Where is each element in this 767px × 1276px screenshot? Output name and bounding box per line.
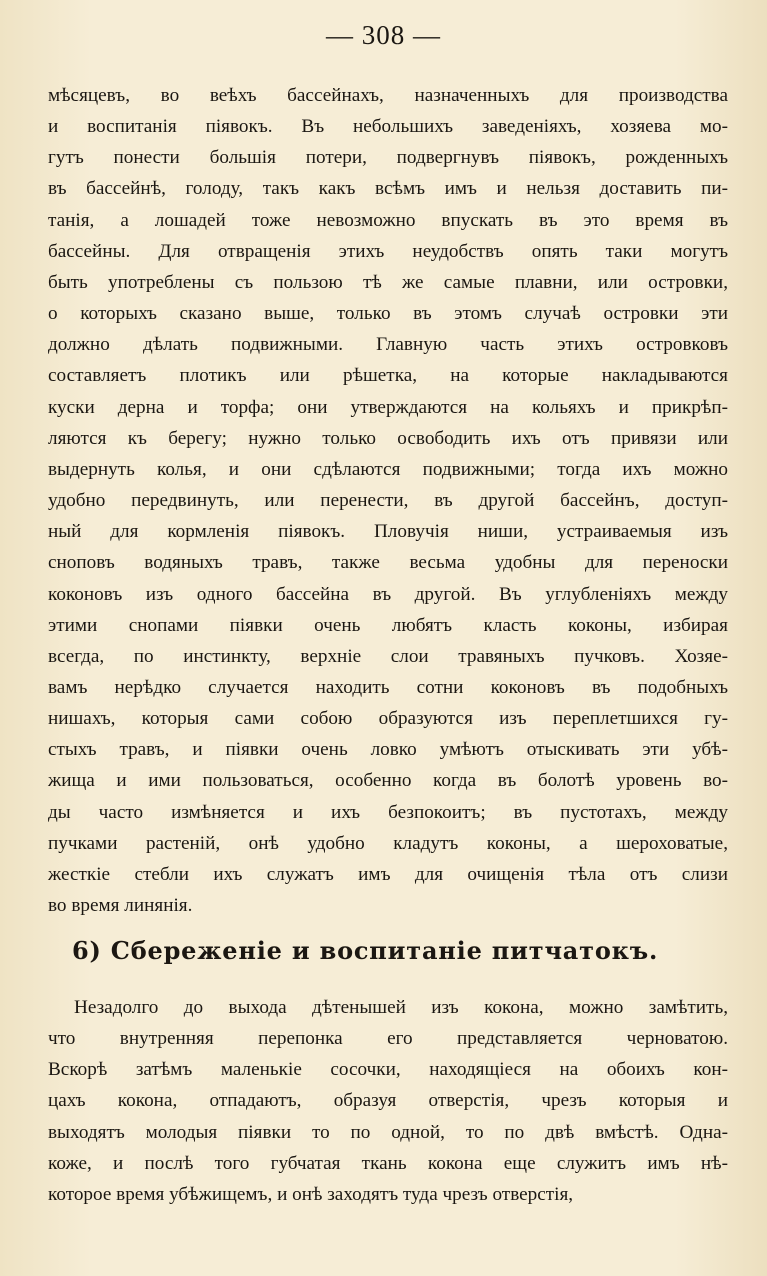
text-line: вамъ нерѣдко случается находить сотни коконовъ въ подобныхъ (48, 676, 728, 698)
text-line: Вскорѣ затѣмъ маленькіе сосочки, находящіеся на обоихъ кон- (48, 1059, 728, 1081)
text-line: сноповъ водяныхъ травъ, также весьма удобны для переноски (48, 552, 728, 574)
text-line: всегда, по инстинкту, верхніе слои травяныхъ пучковъ. Хозяе- (48, 645, 728, 667)
text-line: мѣсяцевъ, во веѣхъ бассейнахъ, назначенныхъ для производства (48, 85, 728, 106)
text-line: нишахъ, которыя сами собою образуются изъ переплетшихся гу- (48, 708, 728, 730)
text-line: въ бассейнѣ, голоду, такъ какъ всѣмъ имъ и нельзя доставить пи- (48, 178, 728, 200)
text-line: ный для кормленія піявокъ. Пловучія ниши, устраиваемыя изъ (48, 521, 728, 543)
text-line: бассейны. Для отвращенія этихъ неудобствъ опять таки могутъ (48, 240, 728, 262)
text-line: коже, и послѣ того губчатая ткань кокона еще служитъ имъ нѣ- (48, 1152, 728, 1174)
text-line: и воспитанія піявокъ. Въ небольшихъ заведеніяхъ, хозяева мо- (48, 116, 728, 138)
text-line: этими снопами піявки очень любятъ класть коконы, избирая (48, 614, 728, 636)
text-line: о которыхъ сказано выше, только въ этомъ случаѣ островки эти (48, 303, 728, 325)
text-line: стыхъ травъ, и піявки очень ловко умѣютъ отыскивать эти убѣ- (48, 739, 728, 761)
text-line: Незадолго до выхода дѣтенышей изъ кокона, можно замѣтить, (74, 997, 728, 1018)
text-line: коконовъ изъ одного бассейна въ другой. Въ углубленіяхъ между (48, 583, 728, 605)
paragraph-2 (48, 992, 728, 1210)
text-line: во время линянія. (48, 895, 193, 917)
text-line: составляетъ плотикъ или рѣшетка, на которые накладываются (48, 365, 728, 387)
text-line: жища и ими пользоваться, особенно когда въ болотѣ уровень во- (48, 770, 728, 792)
paragraph-1 (48, 80, 728, 921)
page-number: — 308 — (326, 20, 441, 50)
text-line: быть употреблены съ пользою тѣ же самые плавни, или островки, (48, 271, 728, 293)
text-line: танія, а лошадей тоже невозможно впускать въ это время въ (48, 209, 728, 231)
text-line: жесткіе стебли ихъ служатъ имъ для очищенія тѣла отъ слизи (48, 863, 728, 885)
text-line: выходятъ молодыя піявки то по одной, то по двѣ вмѣстѣ. Одна- (48, 1121, 728, 1143)
text-line: гутъ понести большія потери, подвергнувъ піявокъ, рожденныхъ (48, 147, 728, 169)
text-line: что внутренняя перепонка его представляется черноватою. (48, 1028, 728, 1050)
text-line: удобно передвинуть, или перенести, въ другой бассейнъ, доступ- (48, 490, 728, 512)
text-line: куски дерна и торфа; они утверждаются на кольяхъ и прикрѣп- (48, 396, 728, 418)
text-line: ды часто измѣняется и ихъ безпокоитъ; въ пустотахъ, между (48, 801, 728, 823)
text-line: пучками растеній, онѣ удобно кладутъ коконы, а шероховатые, (48, 832, 728, 854)
text-line: ляются къ берегу; нужно только освободить ихъ отъ привязи или (48, 427, 728, 449)
text-line: которое время убѣжищемъ, и онѣ заходятъ туда чрезъ отверстія, (48, 1183, 574, 1205)
section-heading: 6) Сбереженіе и воспитаніе питчатокъ. (72, 936, 659, 965)
text-line: выдернуть колья, и они сдѣлаются подвижными; тогда ихъ можно (48, 458, 728, 480)
text-line: цахъ кокона, отпадаютъ, образуя отверстія, чрезъ которыя и (48, 1090, 728, 1112)
text-line: должно дѣлать подвижными. Главную часть этихъ островковъ (48, 334, 728, 356)
